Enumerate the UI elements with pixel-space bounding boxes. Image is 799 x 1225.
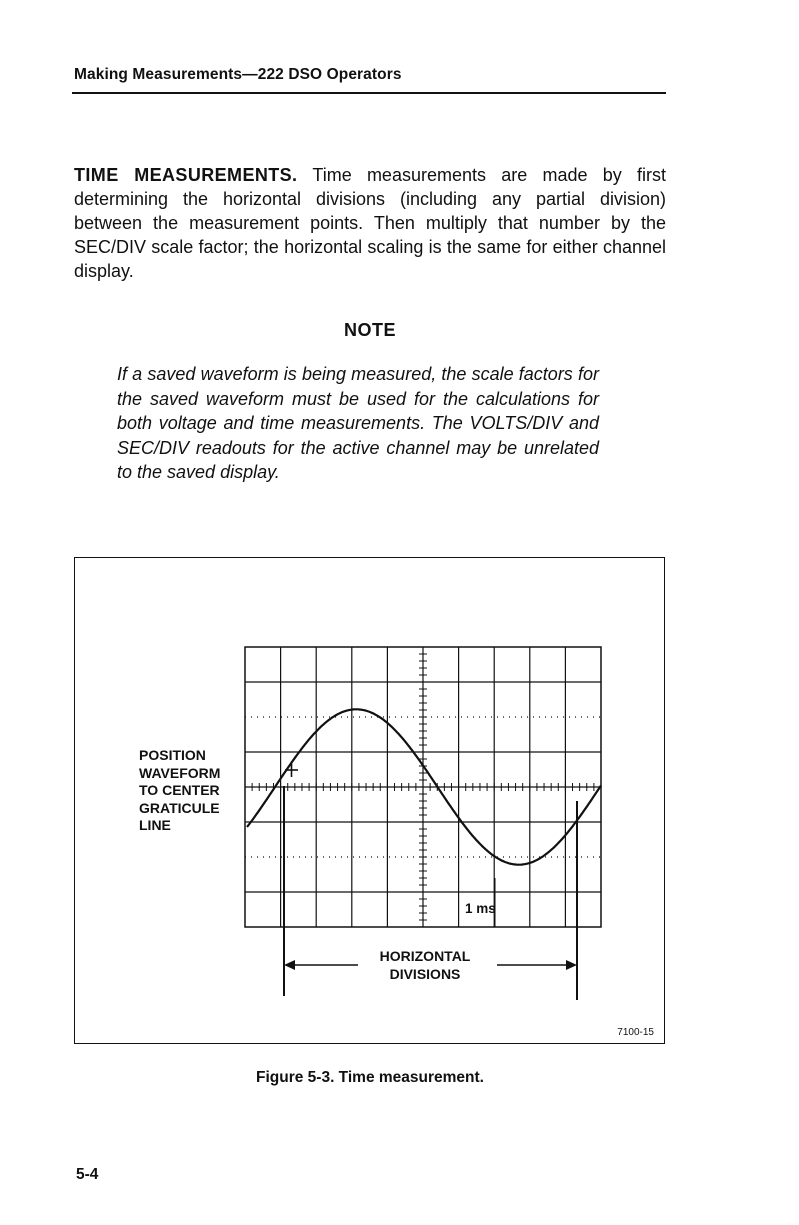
figure-box <box>74 557 665 1044</box>
position-label-line: POSITION <box>139 747 206 763</box>
section-lead: TIME MEASUREMENTS. <box>74 165 298 185</box>
position-label-line: GRATICULE <box>139 799 220 816</box>
note-text: If a saved waveform is being measured, the scale factors for the saved waveform must be used for the calculations for both voltage and time measurements. The VOLTS/DIV and SEC/DIV readouts for the active channel may be unrelated to the saved display. <box>117 364 599 482</box>
figure-caption: Figure 5-3. Time measurement. <box>256 1069 484 1086</box>
position-cross-marker <box>285 763 298 777</box>
page-number: 5-4 <box>76 1166 99 1183</box>
note-title: NOTE <box>343 320 396 340</box>
section-body: Time measurements are made by first determining the horizontal divisions (including any partial division) between the measurement points. Then multiply that number by the SEC/DIV scale factor; the horizontal scaling is the same for either channel display. <box>74 165 666 281</box>
time-division-label: 1 ms <box>465 901 496 916</box>
page-header: Making Measurements—222 DSO Operators <box>74 66 402 83</box>
position-label-line: WAVEFORM <box>139 764 221 781</box>
horizontal-label-line: HORIZONTAL <box>379 948 471 964</box>
horizontal-label-line: DIVISIONS <box>389 966 461 982</box>
position-label-line: LINE <box>139 817 171 833</box>
graticule <box>245 647 601 927</box>
time-measurements-paragraph <box>74 163 666 283</box>
header-rule <box>72 92 666 94</box>
position-waveform-label <box>139 747 220 835</box>
figure-id: 7100-15 <box>617 1027 654 1038</box>
horizontal-divisions-label <box>345 947 505 983</box>
position-label-line: TO CENTER <box>139 782 220 798</box>
